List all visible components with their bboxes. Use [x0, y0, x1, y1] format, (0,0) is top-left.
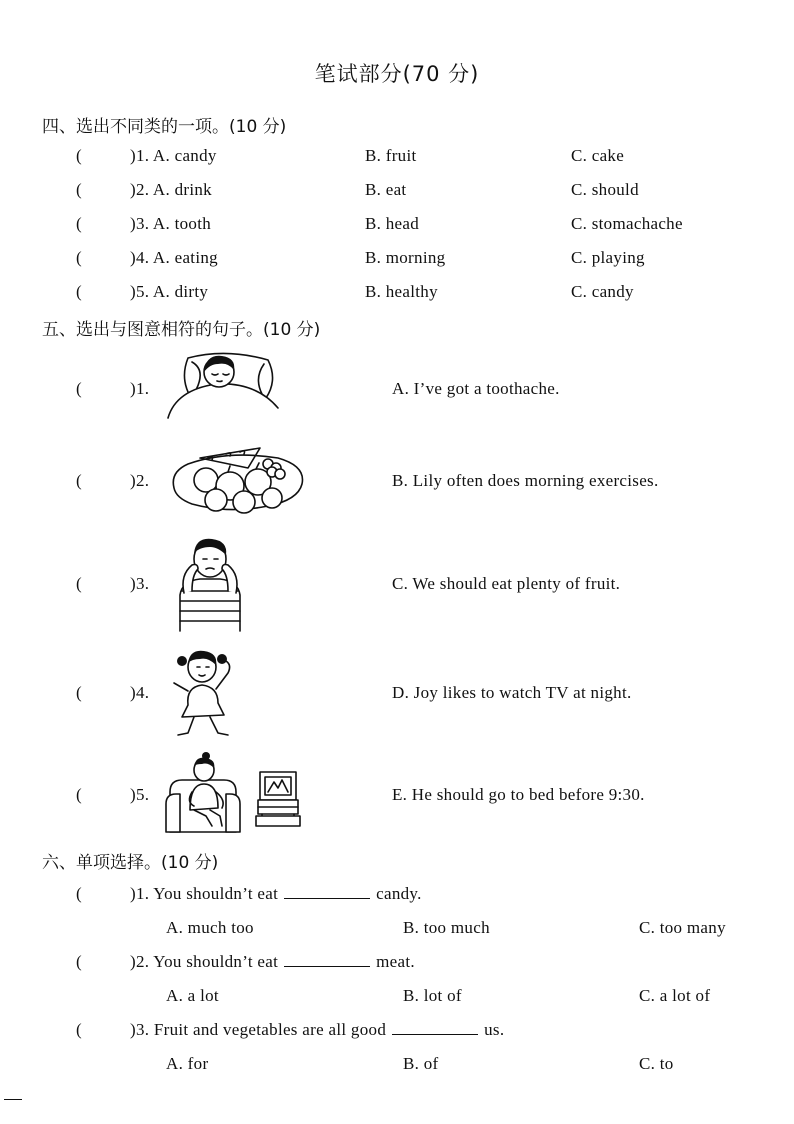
item-option-b: B. healthy: [365, 282, 438, 301]
answer-paren[interactable]: (: [76, 471, 82, 490]
item-option-b: B. head: [365, 214, 420, 233]
choice-a: A. a lot: [166, 986, 219, 1005]
answer-paren[interactable]: (: [76, 379, 82, 398]
question-suffix: candy.: [376, 884, 422, 903]
picture-number: )3.: [130, 574, 150, 593]
item-option-a: )4. A. eating: [130, 248, 218, 267]
choice-c: C. a lot of: [639, 986, 711, 1005]
item-option-a: )2. A. drink: [130, 180, 212, 199]
question-number: )3.: [130, 1020, 150, 1039]
item-option-a: )5. A. dirty: [130, 282, 209, 301]
answer-paren[interactable]: (: [76, 785, 82, 804]
sentence-option: E. He should go to bed before 9:30.: [392, 785, 645, 804]
question-text: [130, 1020, 504, 1040]
item-option-c: C. cake: [571, 146, 625, 165]
question-number: )1.: [130, 884, 150, 903]
item-option-b: B. eat: [365, 180, 407, 199]
choice-b: B. lot of: [403, 986, 462, 1005]
section-6-heading: 六、单项选择。(10 分): [42, 853, 219, 873]
answer-paren[interactable]: (: [76, 214, 82, 233]
choice-b: B. too much: [403, 918, 490, 937]
item-option-c: C. playing: [571, 248, 645, 267]
page-title: 笔试部分(70 分): [314, 62, 480, 86]
picture-number: )1.: [130, 379, 150, 398]
question-prefix: You shouldn’t eat: [153, 884, 279, 903]
question-prefix: You shouldn’t eat: [153, 952, 279, 971]
exercising-girl-icon: [166, 645, 246, 741]
answer-paren[interactable]: (: [76, 683, 82, 702]
fill-blank[interactable]: [392, 1020, 478, 1035]
answer-paren[interactable]: (: [76, 574, 82, 593]
item-option-c: C. stomachache: [571, 214, 683, 233]
answer-paren[interactable]: (: [76, 1020, 82, 1039]
question-suffix: us.: [484, 1020, 505, 1039]
item-option-c: C. candy: [571, 282, 634, 301]
toothache-boy-icon: [170, 535, 250, 633]
choice-c: C. too many: [639, 918, 726, 937]
choice-b: B. of: [403, 1054, 439, 1073]
item-option-c: C. should: [571, 180, 639, 199]
picture-number: )2.: [130, 471, 150, 490]
question-text: [130, 884, 422, 904]
sleeping-boy-icon: [166, 350, 281, 420]
item-option-b: B. morning: [365, 248, 446, 267]
girl-watching-tv-icon: [164, 752, 309, 834]
item-option-a: )3. A. tooth: [130, 214, 212, 233]
question-number: )2.: [130, 952, 150, 971]
answer-paren[interactable]: (: [76, 282, 82, 301]
section-5-heading: 五、选出与图意相符的句子。(10 分): [42, 320, 321, 340]
picture-number: )4.: [130, 683, 150, 702]
answer-paren[interactable]: (: [76, 146, 82, 165]
sentence-option: C. We should eat plenty of fruit.: [392, 574, 621, 593]
sentence-option: D. Joy likes to watch TV at night.: [392, 683, 632, 702]
answer-paren[interactable]: (: [76, 952, 82, 971]
answer-paren[interactable]: (: [76, 248, 82, 267]
question-text: [130, 952, 415, 972]
sentence-option: A. I’ve got a toothache.: [392, 379, 560, 398]
choice-a: A. much too: [166, 918, 254, 937]
picture-number: )5.: [130, 785, 150, 804]
page-edge-dash: [4, 1099, 22, 1100]
question-suffix: meat.: [376, 952, 415, 971]
fill-blank[interactable]: [284, 952, 370, 967]
choice-c: C. to: [639, 1054, 674, 1073]
choice-a: A. for: [166, 1054, 209, 1073]
section-4-heading: 四、选出不同类的一项。(10 分): [42, 117, 287, 137]
item-option-a: )1. A. candy: [130, 146, 217, 165]
sentence-option: B. Lily often does morning exercises.: [392, 471, 659, 490]
fill-blank[interactable]: [284, 884, 370, 899]
fruit-plate-icon: [168, 442, 308, 520]
answer-paren[interactable]: (: [76, 180, 82, 199]
answer-paren[interactable]: (: [76, 884, 82, 903]
question-prefix: Fruit and vegetables are all good: [153, 1020, 387, 1039]
item-option-b: B. fruit: [365, 146, 417, 165]
